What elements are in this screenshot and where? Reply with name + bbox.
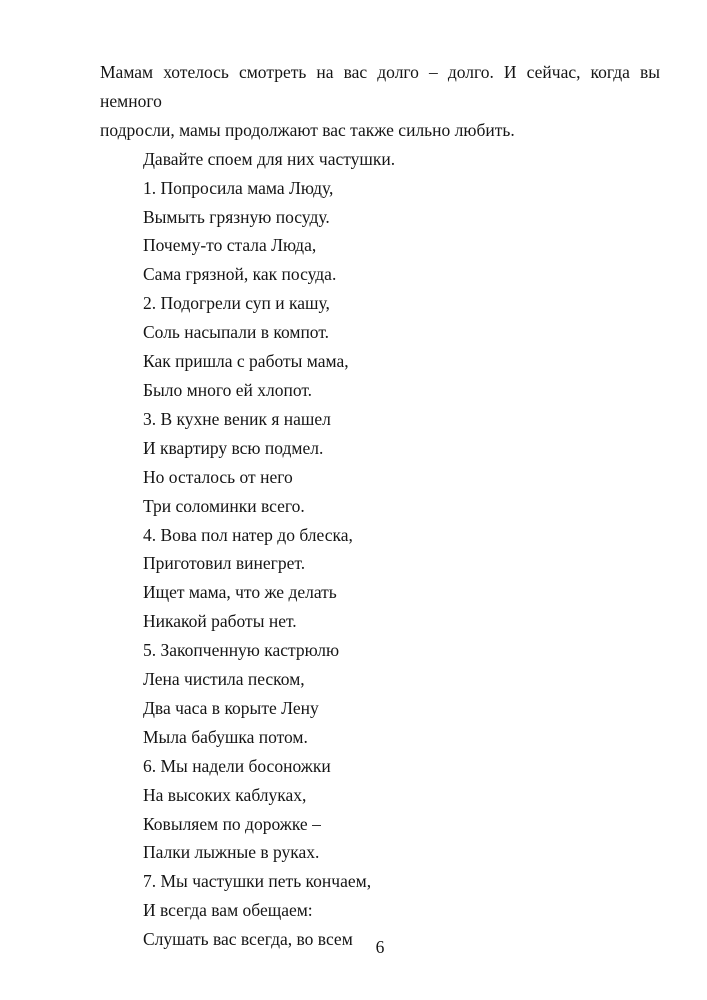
verse-line: 3. В кухне веник я нашел — [143, 408, 331, 429]
verse-line: Ковыляем по дорожке – — [143, 813, 321, 834]
verse-line: 4. Вова пол натер до блеска, — [143, 524, 353, 545]
verse-line: И квартиру всю подмел. — [143, 437, 324, 458]
paragraph-line: подросли, мамы продолжают вас также сильно любить. — [100, 119, 515, 140]
verse-line: Ищет мама, что же делать — [143, 582, 337, 603]
verse-line: Приготовил винегрет. — [143, 553, 306, 574]
text-block — [100, 58, 660, 954]
verse-line: 6. Мы надели босоножки — [143, 755, 331, 776]
verse-line: 1. Попросила мама Люду, — [143, 177, 334, 198]
paragraph-line: Давайте споем для них частушки. — [143, 148, 396, 169]
verse-line: Сама грязной, как посуда. — [143, 264, 337, 285]
verse-line: Мыла бабушка потом. — [143, 726, 308, 747]
verse-line: Два часа в корыте Лену — [143, 697, 319, 718]
verse-line: 7. Мы частушки петь кончаем, — [143, 871, 372, 892]
verse-line: Соль насыпали в компот. — [143, 322, 330, 343]
verse-line: Вымыть грязную посуду. — [143, 206, 330, 227]
page-number: 6 — [375, 937, 385, 957]
verse-line: Никакой работы нет. — [143, 611, 297, 632]
verse-line: Слушать вас всегда, во всем — [143, 929, 353, 950]
verse-line: Палки лыжные в руках. — [143, 842, 320, 863]
verse-line: Было много ей хлопот. — [143, 379, 313, 400]
verse-line: 2. Подогрели суп и кашу, — [143, 293, 330, 314]
verse-line: Три соломинки всего. — [143, 495, 305, 516]
verse-line: И всегда вам обещаем: — [143, 900, 313, 921]
verse-line: Как пришла с работы мама, — [143, 351, 349, 372]
verse-line: Но осталось от него — [143, 466, 293, 487]
verse-line: 5. Закопченную кастрюлю — [143, 640, 340, 661]
paragraph-line: Мамам хотелось смотреть на вас долго – долго. И сейчас, когда вы немного — [100, 62, 660, 111]
verse-line: На высоких каблуках, — [143, 784, 307, 805]
verse-line: Лена чистила песком, — [143, 669, 305, 690]
verse-line: Почему-то стала Люда, — [143, 235, 317, 256]
